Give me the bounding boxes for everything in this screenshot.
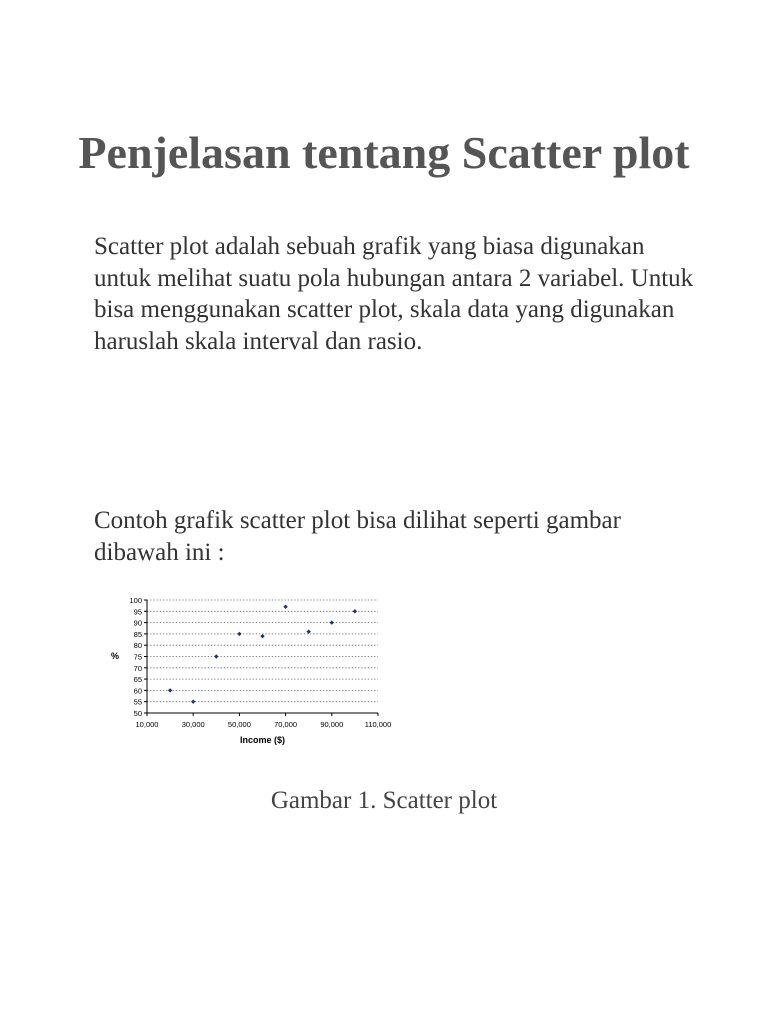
data-point [330, 620, 334, 624]
x-tick-label: 90,000 [320, 720, 344, 729]
y-tick-label: 70 [133, 663, 142, 673]
intro-paragraph: Scatter plot adalah sebuah grafik yang biasa digunakan untuk melihat suatu pola hubungan antara 2 variabel. Untuk bisa menggunakan scatter plot, skala data yang digunakan haruslah skala interval dan rasio. [94, 233, 694, 355]
data-point [214, 654, 218, 658]
y-tick-label: 55 [133, 697, 142, 707]
x-tick-label: 50,000 [227, 720, 251, 729]
example-paragraph: Contoh grafik scatter plot bisa dilihat seperti gambar dibawah ini : [94, 507, 621, 566]
data-point [191, 700, 195, 704]
y-axis-label: % [111, 650, 120, 661]
y-tick-label: 75 [133, 652, 142, 662]
y-tick-label: 50 [133, 709, 142, 718]
y-tick-label: 65 [133, 675, 142, 685]
y-tick-label: 95 [133, 607, 142, 617]
data-point [260, 634, 264, 638]
figure-caption: Gambar 1. Scatter plot [270, 787, 498, 814]
x-tick-label: 10,000 [135, 720, 159, 729]
data-point [237, 632, 241, 636]
y-tick-label: 60 [133, 686, 142, 696]
data-point [283, 605, 287, 609]
data-point [168, 688, 172, 692]
y-tick-label: 90 [133, 618, 142, 628]
y-tick-label: 100 [129, 596, 142, 605]
x-tick-label: 110,000 [364, 720, 392, 729]
page-title: Penjelasan tentang Scatter plot [78, 127, 690, 178]
x-tick-label: 70,000 [274, 720, 298, 729]
y-tick-label: 80 [133, 641, 142, 651]
data-point [307, 629, 311, 633]
data-point [353, 609, 357, 613]
x-axis-label: Income ($) [239, 735, 286, 745]
scatter-chart [100, 588, 410, 758]
y-tick-label: 85 [133, 629, 142, 639]
x-tick-label: 30,000 [181, 720, 205, 729]
